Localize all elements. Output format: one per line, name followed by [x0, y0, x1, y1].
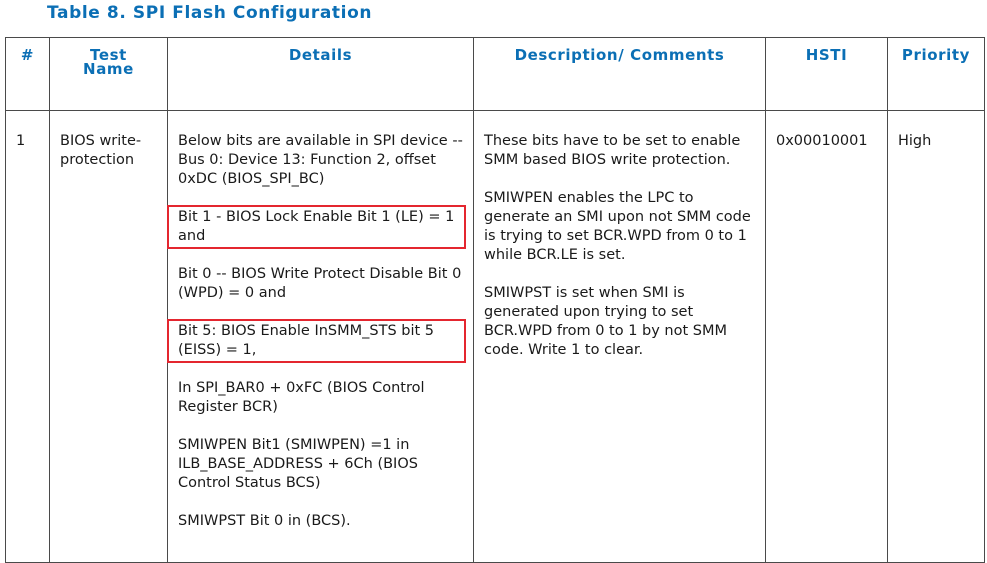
header-description: Description/ Comments — [474, 38, 766, 111]
cell-priority: High — [888, 111, 985, 563]
details-highlighted-lock-enable: Bit 1 - BIOS Lock Enable Bit 1 (LE) = 1 and — [170, 208, 463, 246]
cell-description — [474, 111, 766, 563]
description-paragraph: SMIWPEN enables the LPC to generate an SMI upon not SMM code is trying to set BCR.WPD from 0 to 1 while BCR.LE is set. — [484, 190, 751, 263]
header-test-name-line2: Name — [83, 60, 134, 78]
header-hsti: HSTI — [766, 38, 888, 111]
header-priority: Priority — [888, 38, 985, 111]
spi-flash-config-table — [5, 37, 985, 563]
details-paragraph: SMIWPST Bit 0 in (BCS). — [178, 513, 351, 529]
table-header-row — [6, 38, 985, 111]
header-test-name-line1: Test — [90, 46, 127, 64]
cell-test-name: BIOS write-protection — [50, 111, 168, 563]
details-paragraph: In SPI_BAR0 + 0xFC (BIOS Control Register BCR) — [178, 380, 425, 415]
details-paragraph: Bit 0 -- BIOS Write Protect Disable Bit 0 (WPD) = 0 and — [178, 266, 462, 301]
details-paragraph: Below bits are available in SPI device -- Bus 0: Device 13: Function 2, offset 0xDC (BIOS_SPI_BC) — [178, 133, 463, 187]
cell-hsti: 0x00010001 — [766, 111, 888, 563]
header-test-name — [50, 38, 168, 111]
header-num: # — [6, 38, 50, 111]
table-caption: Table 8. SPI Flash Configuration — [47, 3, 373, 23]
details-highlighted-eiss: Bit 5: BIOS Enable InSMM_STS bit 5 (EISS) = 1, — [170, 322, 463, 360]
description-paragraph: SMIWPST is set when SMI is generated upon trying to set BCR.WPD from 0 to 1 by not SMM code. Write 1 to clear. — [484, 285, 728, 358]
cell-details — [168, 111, 474, 563]
cell-num: 1 — [6, 111, 50, 563]
table-row — [6, 111, 985, 563]
header-details: Details — [168, 38, 474, 111]
description-paragraph: These bits have to be set to enable SMM based BIOS write protection. — [484, 133, 741, 168]
details-paragraph: SMIWPEN Bit1 (SMIWPEN) =1 in ILB_BASE_ADDRESS + 6Ch (BIOS Control Status BCS) — [178, 437, 418, 491]
